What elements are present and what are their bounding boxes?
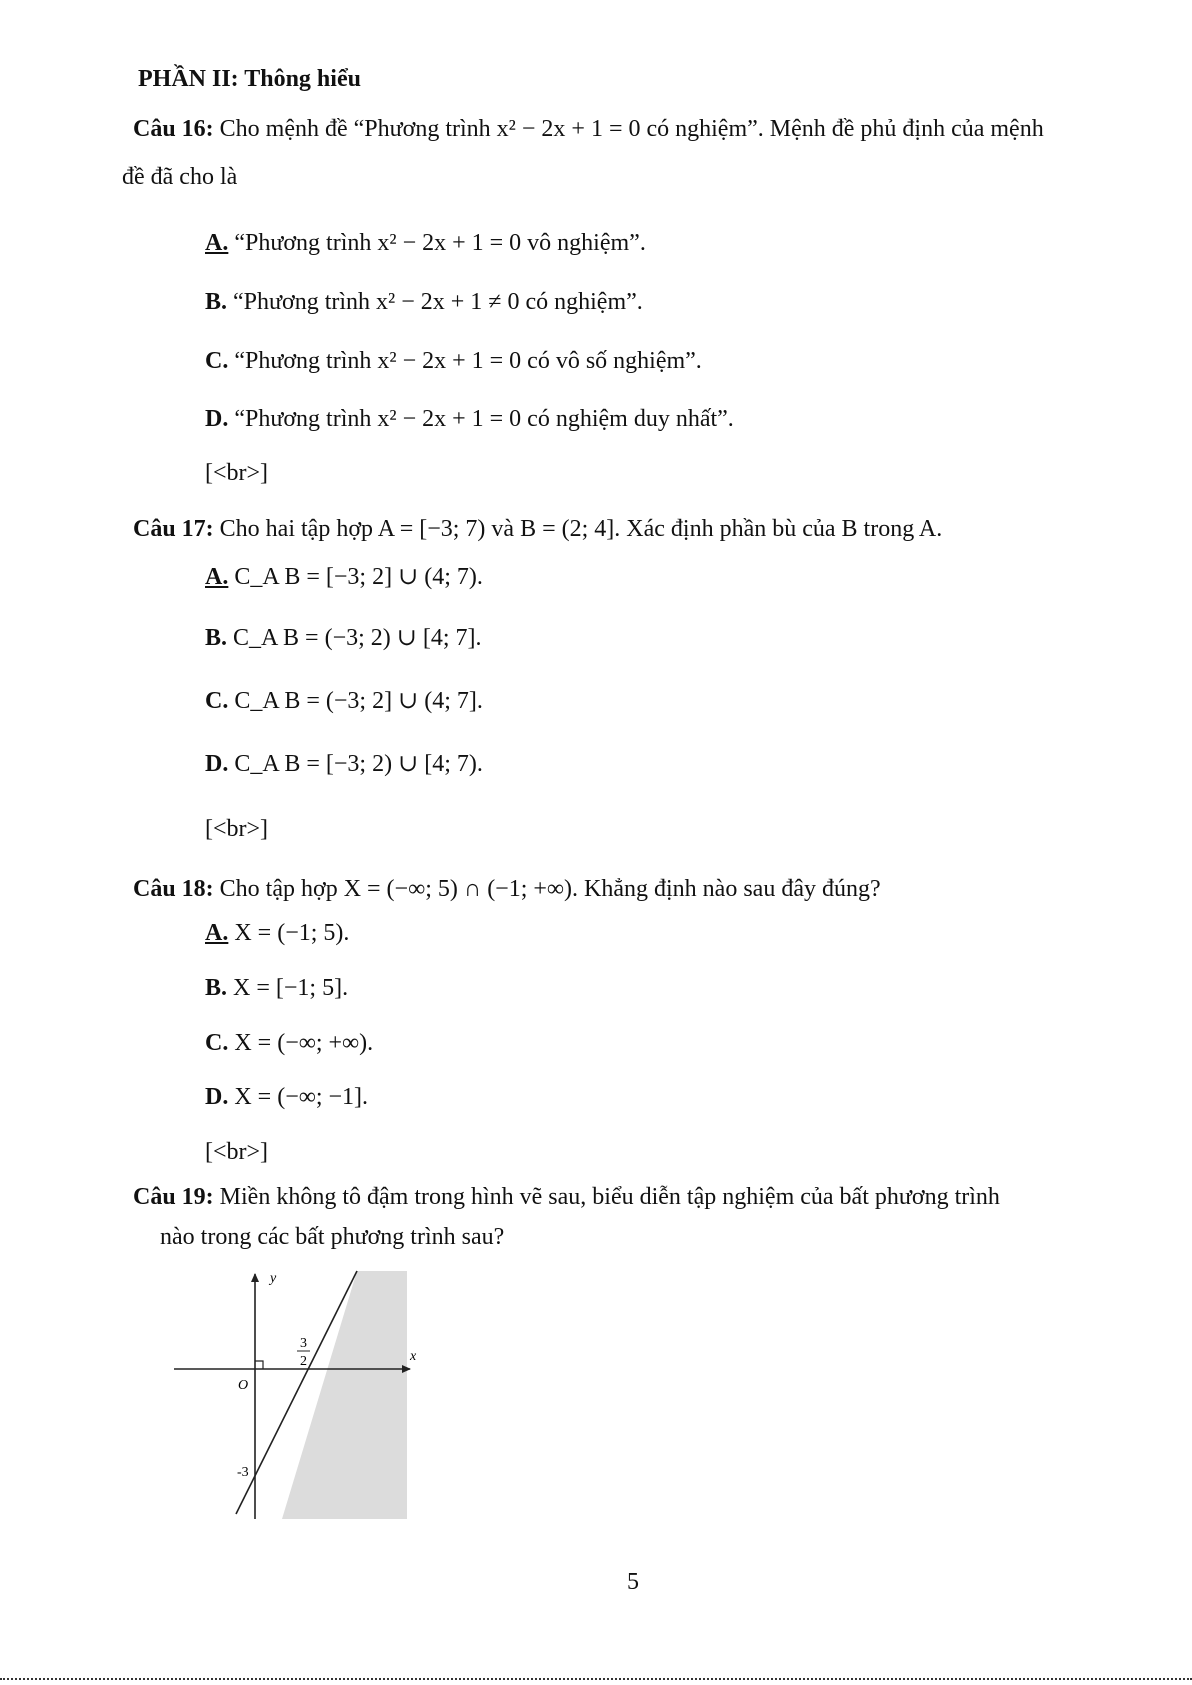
option-16-c — [205, 346, 702, 376]
y-intercept-label: -3 — [237, 1465, 249, 1480]
option-18-a — [205, 918, 349, 948]
right-angle-mark — [255, 1361, 263, 1369]
option-text: X = (−1; 5). — [234, 920, 350, 946]
shaded-region — [282, 1271, 407, 1519]
inequality-graph — [170, 1262, 430, 1524]
option-text: “Phương trình x² − 2x + 1 ≠ 0 có nghiệm”. — [233, 289, 643, 315]
option-letter: A. — [205, 920, 229, 946]
footer-divider — [0, 1678, 1192, 1680]
question-text: Miền không tô đậm trong hình vẽ sau, biểu diễn tập nghiệm của bất phương trình — [219, 1184, 1000, 1210]
option-text: C_A B = (−3; 2] ∪ (4; 7]. — [234, 688, 483, 714]
option-letter: B. — [205, 625, 228, 651]
option-text: X = (−∞; −1]. — [234, 1084, 369, 1110]
option-18-b — [205, 973, 348, 1003]
option-letter: B. — [205, 975, 228, 1001]
option-text: C_A B = [−3; 2] ∪ (4; 7). — [234, 564, 483, 590]
question-18-stem — [133, 874, 881, 904]
option-18-c — [205, 1028, 373, 1058]
option-letter: C. — [205, 1030, 229, 1056]
option-text: X = (−∞; +∞). — [234, 1030, 374, 1056]
option-18-d — [205, 1082, 368, 1112]
option-16-d — [205, 404, 734, 434]
x-axis-label: x — [410, 1349, 417, 1364]
option-letter: D. — [205, 406, 229, 432]
y-axis-label: y — [270, 1271, 277, 1286]
option-letter: D. — [205, 751, 229, 777]
question-16-stem-cont: đề đã cho là — [122, 164, 238, 190]
question-19-stem-cont: nào trong các bất phương trình sau? — [160, 1224, 505, 1250]
option-letter: C. — [205, 348, 229, 374]
option-letter: B. — [205, 289, 228, 315]
br-marker: [<br>] — [205, 816, 269, 842]
fraction-denominator: 2 — [300, 1354, 307, 1369]
question-label: Câu 16: — [133, 116, 214, 142]
option-text: C_A B = (−3; 2) ∪ [4; 7]. — [233, 625, 482, 651]
question-16-stem — [133, 114, 1044, 144]
question-label: Câu 19: — [133, 1184, 214, 1210]
option-17-a — [205, 562, 483, 592]
origin-label: O — [238, 1378, 249, 1393]
option-17-c — [205, 686, 483, 716]
option-text: “Phương trình x² − 2x + 1 = 0 vô nghiệm”. — [234, 230, 646, 256]
option-letter: A. — [205, 564, 229, 590]
option-letter: D. — [205, 1084, 229, 1110]
option-16-a — [205, 228, 646, 258]
option-text: C_A B = [−3; 2) ∪ [4; 7). — [234, 751, 483, 777]
question-text: Cho mệnh đề “Phương trình x² − 2x + 1 = 0 có nghiệm”. Mệnh đề phủ định của mệnh — [219, 116, 1044, 142]
option-17-b — [205, 623, 482, 653]
option-17-d — [205, 749, 483, 779]
option-text: “Phương trình x² − 2x + 1 = 0 có nghiệm duy nhất”. — [234, 406, 734, 432]
question-17-stem — [133, 514, 942, 544]
fraction-numerator: 3 — [300, 1336, 307, 1351]
option-16-b — [205, 287, 643, 317]
question-text: Cho tập hợp X = (−∞; 5) ∩ (−1; +∞). Khẳng định nào sau đây đúng? — [219, 876, 881, 902]
question-label: Câu 18: — [133, 876, 214, 902]
option-text: “Phương trình x² − 2x + 1 = 0 có vô số nghiệm”. — [234, 348, 702, 374]
question-19-stem — [133, 1182, 1000, 1212]
question-label: Câu 17: — [133, 516, 214, 542]
br-marker: [<br>] — [205, 1139, 269, 1165]
br-marker: [<br>] — [205, 460, 269, 486]
question-text: Cho hai tập hợp A = [−3; 7) và B = (2; 4]. Xác định phần bù của B trong A. — [219, 516, 943, 542]
option-letter: A. — [205, 230, 229, 256]
page-number: 5 — [627, 1569, 639, 1595]
option-text: X = [−1; 5]. — [233, 975, 349, 1001]
option-letter: C. — [205, 688, 229, 714]
section-title: PHẦN II: Thông hiểu — [138, 66, 361, 92]
